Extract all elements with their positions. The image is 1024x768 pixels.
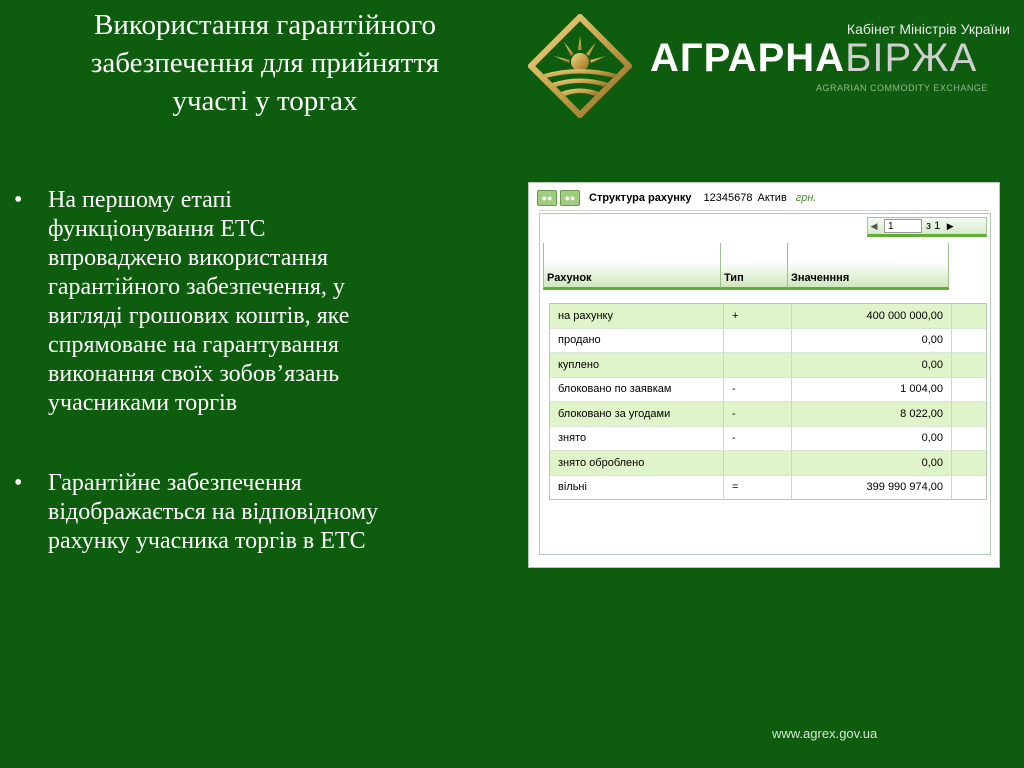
bullet-line: спрямоване на гарантування	[48, 332, 339, 358]
cell-filler	[952, 402, 986, 426]
logo-wordmark-bold: АГРАРНА	[650, 36, 846, 80]
column-header-type[interactable]	[720, 243, 788, 290]
bullet-line: функціонування ЕТС	[48, 216, 266, 242]
page-number-input[interactable]: 1	[884, 219, 922, 233]
column-header-row	[543, 243, 949, 292]
table-row[interactable]	[550, 378, 986, 403]
cell-account: блоковано за угодами	[550, 402, 724, 426]
cell-account: куплено	[550, 353, 724, 377]
bullet-line: рахунку учасника торгів в ЕТС	[48, 528, 366, 554]
cell-filler	[952, 353, 986, 377]
column-header-label: Тип	[724, 272, 744, 284]
bullet-line: виконання своїх зобов’язань	[48, 361, 340, 387]
bullet-line: відображається на відповідному	[48, 499, 379, 525]
header-divider	[539, 210, 989, 211]
logo-top-caption: Кабінет Міністрів України	[846, 21, 1010, 37]
table-row[interactable]	[550, 402, 986, 427]
table-row[interactable]	[550, 304, 986, 329]
cell-value: 400 000 000,00	[792, 304, 952, 328]
cell-account: на рахунку	[550, 304, 724, 328]
cell-value: 0,00	[792, 451, 952, 475]
slide-title-line: Використання гарантійного	[94, 9, 436, 41]
cell-value: 399 990 974,00	[792, 476, 952, 500]
cell-filler	[952, 427, 986, 451]
column-header-account[interactable]	[543, 243, 721, 290]
cell-value: 1 004,00	[792, 378, 952, 402]
column-header-label: Значенння	[791, 272, 850, 284]
bullet-item	[10, 469, 525, 556]
cell-value: 0,00	[792, 329, 952, 353]
account-structure-panel	[528, 182, 1000, 568]
cell-filler	[952, 476, 986, 500]
cell-account: знято оброблено	[550, 451, 724, 475]
logo-wordmark	[650, 36, 977, 81]
slide-title-line: забезпечення для прийняття	[90, 47, 440, 79]
cell-filler	[952, 329, 986, 353]
cell-account: продано	[550, 329, 724, 353]
cell-type: -	[724, 378, 792, 402]
bullet-marker: •	[14, 187, 23, 213]
bullet-list	[10, 186, 525, 607]
bullet-line: впроваджено використання	[48, 245, 329, 271]
account-number: 12345678	[703, 192, 753, 204]
cell-type	[724, 451, 792, 475]
next-page-icon[interactable]: ▶	[946, 220, 954, 231]
cell-value: 8 022,00	[792, 402, 952, 426]
footer-website-link[interactable]: www.agrex.gov.ua	[772, 726, 878, 741]
page-count-label: з 1	[926, 220, 941, 232]
panel-header	[537, 189, 816, 207]
users-group-icon[interactable]: ●●	[560, 190, 580, 206]
cell-value: 0,00	[792, 427, 952, 451]
account-grid	[549, 303, 987, 500]
logo-bottom-caption: AGRARIAN COMMODITY EXCHANGE	[816, 83, 988, 93]
cell-type: -	[724, 402, 792, 426]
bullet-line: На першому етапі	[48, 187, 232, 213]
cell-type: -	[724, 427, 792, 451]
cell-filler	[952, 304, 986, 328]
users-icon[interactable]: ●●	[537, 190, 557, 206]
cell-type: +	[724, 304, 792, 328]
cell-type	[724, 329, 792, 353]
cell-type: =	[724, 476, 792, 500]
account-status: Актив	[757, 192, 787, 204]
bullet-line: Гарантійне забезпечення	[48, 470, 302, 496]
column-header-label: Рахунок	[547, 272, 592, 284]
slide-title	[20, 6, 510, 120]
slide-title-line: участі у торгах	[172, 85, 358, 117]
cell-account: вільні	[550, 476, 724, 500]
bullet-line: гарантійного забезпечення, у	[48, 274, 345, 300]
cell-account: знято	[550, 427, 724, 451]
panel-title: Структура рахунку	[589, 192, 692, 204]
cell-filler	[952, 378, 986, 402]
table-row[interactable]	[550, 476, 986, 500]
bullet-item	[10, 186, 525, 418]
prev-page-icon[interactable]: ◀	[870, 220, 878, 231]
cell-account: блоковано по заявкам	[550, 378, 724, 402]
bullet-line: учасниками торгів	[48, 390, 238, 416]
table-row[interactable]	[550, 451, 986, 476]
table-row[interactable]	[550, 427, 986, 452]
pager	[867, 217, 987, 237]
bullet-marker: •	[14, 470, 23, 496]
cell-value: 0,00	[792, 353, 952, 377]
logo-wordmark-light: БІРЖА	[845, 36, 978, 80]
cell-type	[724, 353, 792, 377]
column-header-value[interactable]	[787, 243, 949, 290]
bullet-line: вигляді грошових коштів, яке	[48, 303, 350, 329]
table-row[interactable]	[550, 329, 986, 354]
agrex-logo-emblem	[528, 14, 632, 118]
cell-filler	[952, 451, 986, 475]
table-row[interactable]	[550, 353, 986, 378]
currency-label: грн.	[795, 192, 817, 204]
